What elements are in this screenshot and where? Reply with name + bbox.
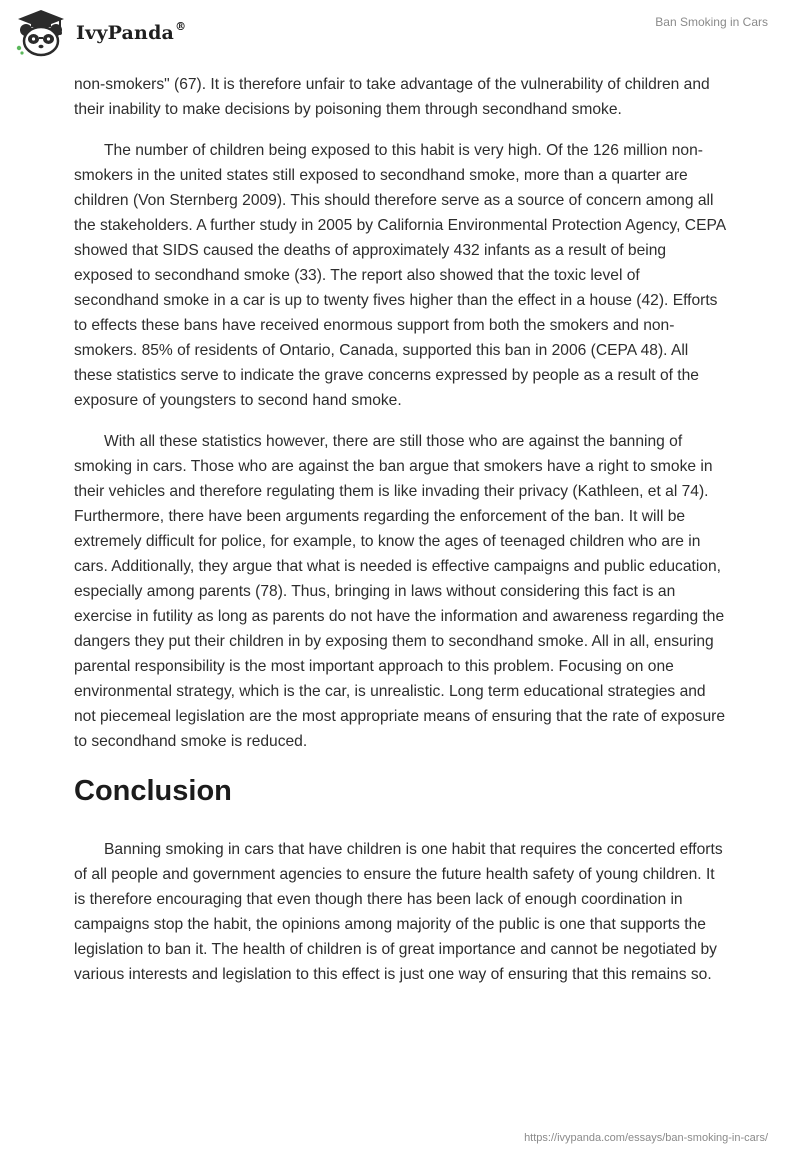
brand-name[interactable] (76, 22, 186, 44)
brand-text[interactable]: IvyPanda (76, 22, 175, 44)
document-title: Ban Smoking in Cars (655, 15, 768, 29)
registered-mark: ® (175, 20, 187, 33)
essay-content (74, 72, 726, 987)
paragraph-statistics: The number of children being exposed to this habit is very high. Of the 126 million non-smokers in the united states still exposed to secondhand smoke, more than a quarter are children (Von Sternberg 2009). This should therefore serve as a source of concern among all the stakeholders. A further study in 2005 by California Environmental Protection Agency, CEPA showed that SIDS caused the deaths of approximately 432 infants as a result of being exposed to secondhand smoke (33). The report also showed that the toxic level of secondhand smoke in a car is up to twenty fives higher than the effect in a house (42). Efforts to effects these bans have received enormous support from both the smokers and non-smokers. 85% of residents of Ontario, Canada, supported this ban in 2006 (CEPA 48). All these statistics serve to indicate the grave concerns expressed by people as a result of the exposure of youngsters to second hand smoke. (74, 142, 726, 409)
paragraph-opposition: With all these statistics however, there are still those who are against the banning of smoking in cars. Those who are against the ban argue that smokers have a right to smoke in their vehicles and therefore regulating them is like invading their privacy (Kathleen, et al 74). Furthermore, there have been arguments regarding the enforcement of the ban. It will be extremely difficult for police, for example, to know the ages of teenaged children who are in cars. Additionally, they argue that what is needed is effective campaigns and public education, especially among parents (78). Thus, bringing in laws without considering this fact is an exercise in futility as long as parents do not have the information and awareness regarding the dangers they put their children in by exposing them to secondhand smoke. All in all, ensuring parental responsibility is the most important approach to this problem. Focusing on one environmental strategy, which is the car, is unrealistic. Long term educational strategies and not piecemeal legislation are the most appropriate means of ensuring that the rate of exposure to secondhand smoke is reduced. (74, 433, 725, 750)
page-header (0, 0, 800, 70)
panda-logo-icon[interactable] (14, 8, 68, 58)
source-url[interactable]: https://ivypanda.com/essays/ban-smoking-in-cars/ (524, 1132, 768, 1144)
paragraph-conclusion: Banning smoking in cars that have children is one habit that requires the concerted efforts of all people and government agencies to ensure the future health safety of young children. It is therefore encouraging that even though there has been lack of enough coordination in campaigns stop the habit, the opinions among majority of the public is one that supports the legislation to ban it. The health of children is of great importance and cannot be negotiated by various interests and legislation to this effect is just one way of ensuring that this remains so. (74, 841, 723, 983)
paragraph-continuation: non-smokers" (67). It is therefore unfair to take advantage of the vulnerability of children and their inability to make decisions by poisoning them through secondhand smoke. (74, 76, 710, 118)
conclusion-heading: Conclusion (74, 775, 232, 807)
